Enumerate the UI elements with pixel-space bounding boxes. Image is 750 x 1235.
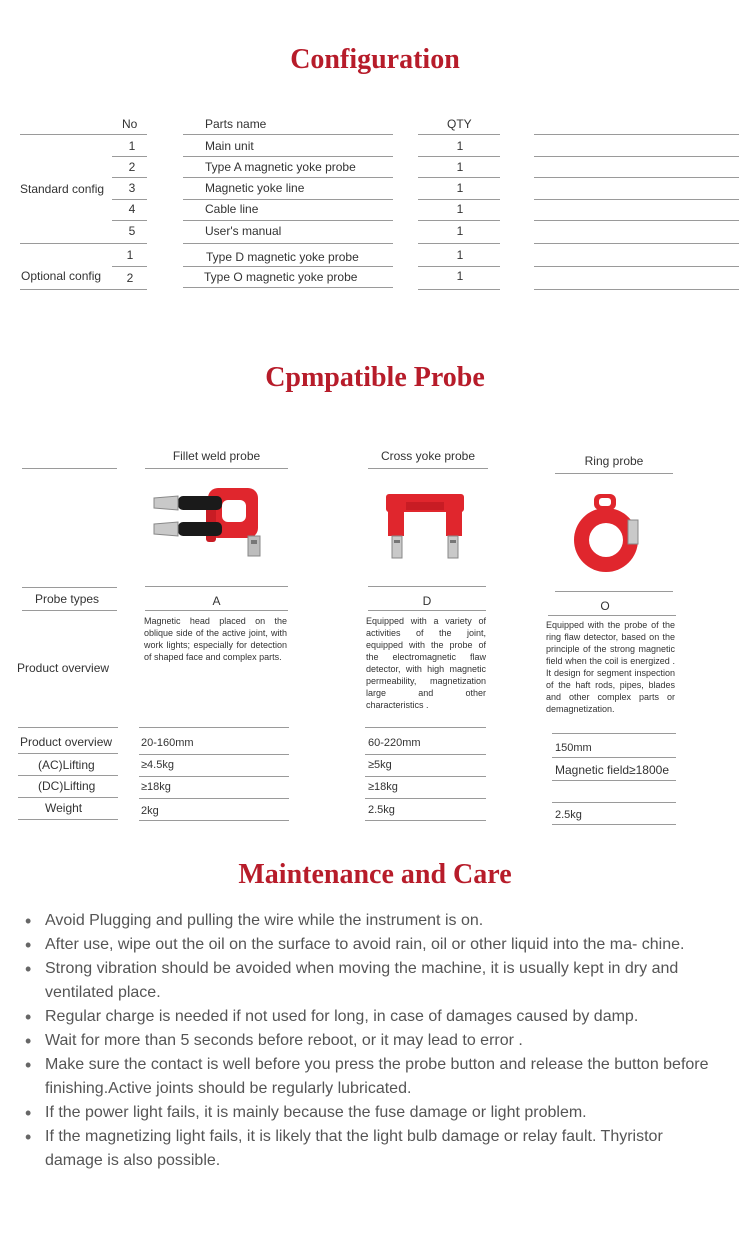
row-qty: 1 <box>456 160 464 174</box>
row-no: 4 <box>128 202 136 216</box>
overview-a: Magnetic head placed on the oblique side of the active joint, with work lights; especially for detection of shaped face and complex parts. <box>144 616 287 662</box>
row-part-name: Type O magnetic yoke probe <box>204 270 358 284</box>
list-item: • Strong vibration should be avoided when moving the machine, it is usually kept in dry and ventilated place. <box>22 957 722 1005</box>
row-part-name: Main unit <box>205 139 254 153</box>
probe-types-label: Probe types <box>35 592 100 606</box>
probe-name-cross: Cross yoke probe <box>380 449 476 463</box>
cross-yoke-probe-image <box>380 486 470 566</box>
list-item: • If the power light fails, it is mainly because the fuse damage or light problem. <box>22 1101 722 1125</box>
row-part-name: Type D magnetic yoke probe <box>206 250 359 264</box>
weight-a: 2kg <box>141 805 159 817</box>
ac-lifting-label: (AC)Lifting <box>38 758 95 772</box>
row-qty: 1 <box>456 139 464 153</box>
probe-name-ring: Ring probe <box>584 454 644 468</box>
ac-a: ≥4.5kg <box>141 759 174 771</box>
row-qty: 1 <box>456 181 464 195</box>
probe-type-d: D <box>422 594 432 608</box>
probe-type-o: O <box>600 599 610 613</box>
row-no: 3 <box>128 181 136 195</box>
product-overview-label-2: Product overview <box>20 735 113 749</box>
compatible-probe-title: Cpmpatible Probe <box>265 362 485 393</box>
row-no: 1 <box>126 248 134 262</box>
range-d: 60-220mm <box>368 737 421 749</box>
dc-d: ≥18kg <box>368 781 398 793</box>
fillet-weld-probe-image <box>148 482 278 564</box>
range-o: 150mm <box>555 742 592 754</box>
header-qty: QTY <box>447 117 472 131</box>
ring-probe-image <box>568 492 648 582</box>
header-parts-name: Parts name <box>205 117 267 131</box>
list-item: • After use, wipe out the oil on the surface to avoid rain, oil or other liquid into the ma- chine. <box>22 933 722 957</box>
maintenance-title: Maintenance and Care <box>238 859 512 890</box>
row-part-name: User's manual <box>205 224 282 238</box>
range-a: 20-160mm <box>141 737 194 749</box>
list-item: • If the magnetizing light fails, it is likely that the light bulb damage or relay fault. Thyristor damage is also possible. <box>22 1125 722 1173</box>
row-no: 2 <box>128 160 136 174</box>
standard-config-label: Standard config <box>20 182 105 196</box>
row-part-name: Type A magnetic yoke probe <box>205 160 356 174</box>
optional-config-label: Optional config <box>21 269 102 283</box>
list-item: • Make sure the contact is well before you press the probe button and release the button before finishing.Active joints should be regularly lubricated. <box>22 1053 722 1101</box>
configuration-title: Configuration <box>290 44 460 75</box>
row-qty: 1 <box>456 248 464 262</box>
weight-label: Weight <box>45 801 83 815</box>
row-no: 5 <box>128 224 136 238</box>
weight-o: 2.5kg <box>555 809 582 821</box>
overview-o: Equipped with the probe of the ring flaw detector, based on the principle of the strong magnetic field when the coil is energized . It design for segment inspection of the haft rods, pipes, blades and other complex parts or demagnetization. <box>546 620 675 714</box>
list-item: • Regular charge is needed if not used for long, in case of damages caused by damp. <box>22 1005 722 1029</box>
row-part-name: Cable line <box>205 202 259 216</box>
ac-o: Magnetic field≥1800e <box>555 763 669 777</box>
row-qty: 1 <box>456 202 464 216</box>
list-item: • Wait for more than 5 seconds before reboot, or it may lead to error . <box>22 1029 722 1053</box>
product-overview-label: Product overview <box>17 661 110 675</box>
list-item: • Avoid Plugging and pulling the wire while the instrument is on. <box>22 909 722 933</box>
ac-d: ≥5kg <box>368 759 392 771</box>
row-no: 1 <box>128 139 136 153</box>
header-no: No <box>122 117 138 131</box>
row-qty: 1 <box>456 269 464 283</box>
row-qty: 1 <box>456 224 464 238</box>
weight-d: 2.5kg <box>368 804 395 816</box>
row-part-name: Magnetic yoke line <box>205 181 305 195</box>
probe-type-a: A <box>212 594 221 608</box>
row-no: 2 <box>126 271 134 285</box>
maintenance-list <box>22 909 722 1173</box>
probe-name-fillet: Fillet weld probe <box>172 449 261 463</box>
dc-lifting-label: (DC)Lifting <box>38 779 96 793</box>
dc-a: ≥18kg <box>141 781 171 793</box>
overview-d: Equipped with a variety of activities of the joint, equipped with the probe of the electromagnetic flaw detector, with high magnetic permeability, magnetization large and other characteristics . <box>366 616 486 710</box>
